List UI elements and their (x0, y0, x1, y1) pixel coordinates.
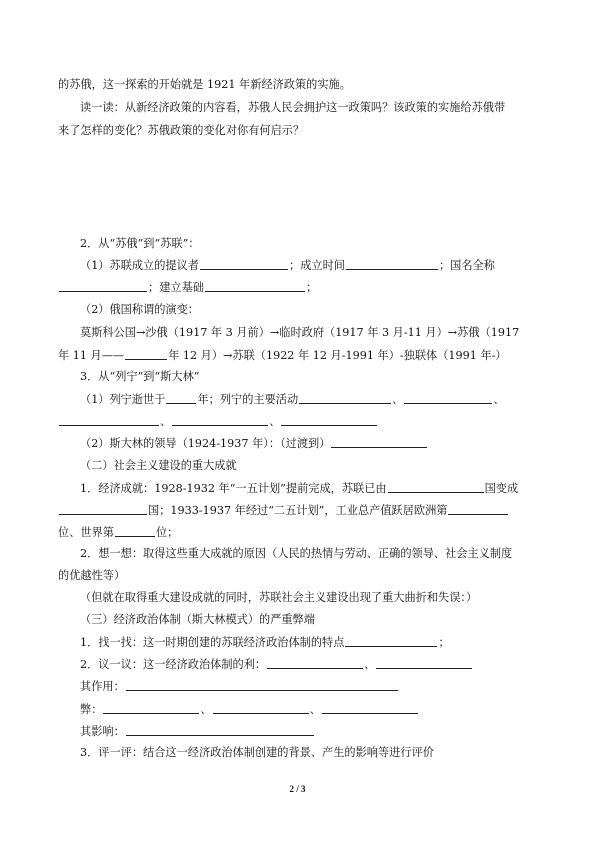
blank-field[interactable] (200, 258, 288, 270)
text-line: （但就在取得重大建设成就的同时，苏联社会主义建设出现了重大曲折和失误：） (80, 591, 478, 604)
blank-field[interactable] (103, 702, 199, 714)
blank-field[interactable] (346, 258, 438, 270)
blank-field[interactable] (213, 702, 309, 714)
text-line: 弊： 、 、 (80, 702, 419, 717)
text-line: 莫斯科公国→沙俄（1917 年 3 月前）→临时政府（1917 年 3 月-11 月）→苏俄（1917 (80, 326, 520, 339)
blank-field[interactable] (59, 280, 147, 292)
text-line: 的苏俄，这一探索的开始就是 1921 年新经济政策的实施。 (58, 78, 351, 91)
section-heading: （三）经济政治体制（斯大林模式）的严重弊端 (80, 613, 315, 626)
blank-field[interactable] (322, 702, 418, 714)
blank-field[interactable] (126, 724, 314, 736)
blank-field[interactable] (388, 481, 484, 493)
text-line: 其影响： (80, 724, 315, 739)
text-line: 、 、 (58, 414, 378, 429)
text-line: 的优越性等） (58, 569, 126, 582)
blank-field[interactable] (166, 392, 196, 404)
blank-field[interactable] (267, 657, 363, 669)
section-heading: 3．从“列宁”到“斯大林” (80, 370, 200, 383)
blank-field[interactable] (404, 392, 492, 404)
text-line: 读一读：从新经济政策的内容看，苏俄人民会拥护这一政策吗？该政策的实施给苏俄带 (80, 101, 506, 114)
blank-field[interactable] (115, 525, 155, 537)
text-line: 年 11 月—— 年 12 月）→苏联（1922 年 12 月-1991 年）-独联体（1991 年-） (58, 349, 507, 362)
text-line: 国；1933-1937 年经过“二五计划”，工业总产值跃居欧洲第 (58, 503, 509, 518)
blank-field[interactable] (172, 414, 268, 426)
blank-field[interactable] (331, 436, 427, 448)
blank-field[interactable] (448, 503, 508, 515)
page-number: 2 / 3 (289, 784, 306, 794)
text-line: 1．经济成就：1928-1932 年“一五计划”提前完成，苏联已由 国变成 (80, 482, 519, 495)
blank-field[interactable] (59, 503, 147, 515)
blank-field[interactable] (59, 414, 159, 426)
blank-field[interactable] (376, 657, 472, 669)
text-line: （1）苏联成立的提议者 ；成立时间 ；国名全称 (80, 259, 495, 272)
text-line: （2）斯大林的领导（1924-1937 年）：（过渡到） (80, 436, 428, 451)
section-heading: （二）社会主义建设的重大成就 (80, 459, 237, 472)
blank-field[interactable] (205, 280, 305, 292)
text-line: 2．议一议：这一经济政治体制的利： 、 (80, 657, 473, 672)
text-line: 位、世界第 位； (58, 526, 179, 539)
blank-field[interactable] (281, 414, 377, 426)
text-line: 来了怎样的变化？苏俄政策的变化对你有何启示？ (58, 124, 305, 137)
text-line: （2）俄国称谓的演变： (80, 303, 199, 316)
text-line: 2．想一想：取得这些重大成就的原因（人民的热情与劳动、正确的领导、社会主义制度 (80, 547, 513, 560)
blank-field[interactable] (345, 635, 437, 647)
text-line: （1）列宁逝世于 年；列宁的主要活动 、 、 (80, 393, 505, 406)
section-heading: 2．从“苏俄”到“苏联”： (80, 237, 200, 250)
blank-field[interactable] (126, 679, 398, 691)
blank-field[interactable] (125, 348, 167, 360)
text-line: 1．找一找：这一时期创建的苏联经济政治体制的特点 ； (80, 636, 450, 649)
text-line: 3．评一评：结合这一经济政治体制创建的背景、产生的影响等进行评价 (80, 746, 434, 759)
text-line: 其作用： (80, 679, 399, 694)
text-line: ；建立基础 ； (58, 280, 317, 295)
blank-field[interactable] (299, 392, 391, 404)
